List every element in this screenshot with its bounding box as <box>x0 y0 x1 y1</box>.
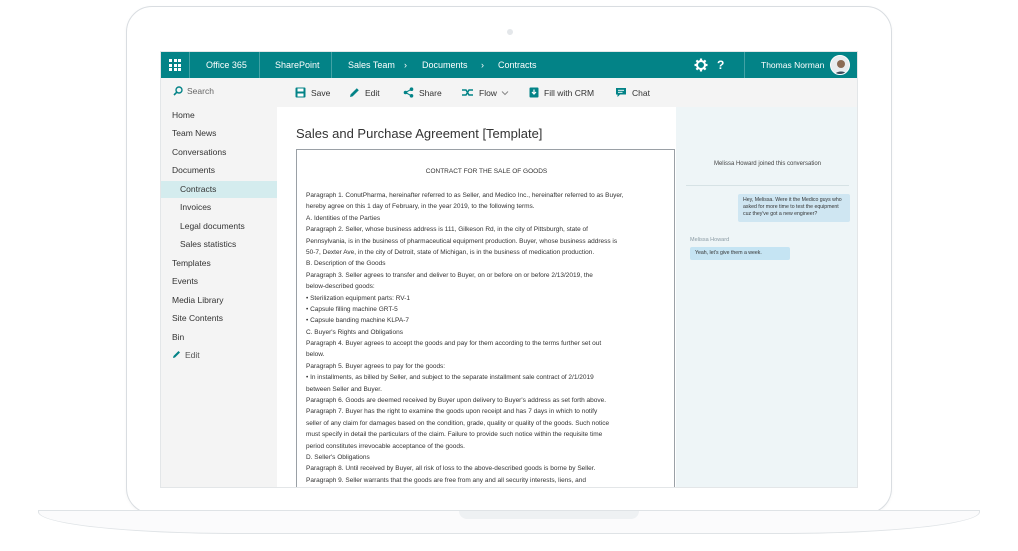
nav-item-bin[interactable]: Bin <box>172 332 185 342</box>
breadcrumb-sales-team[interactable]: Sales Team <box>348 60 395 70</box>
sharepoint-link[interactable]: SharePoint <box>275 60 320 70</box>
chat-divider <box>686 185 849 186</box>
left-navigation <box>161 78 277 488</box>
document-viewer[interactable] <box>296 149 675 488</box>
nav-item-home[interactable]: Home <box>172 110 195 120</box>
chat-sender-name: Melissa Howard <box>690 237 730 243</box>
nav-item-events[interactable]: Events <box>172 276 198 286</box>
laptop-base <box>38 510 980 534</box>
document-line: • Capsule filling machine GRT-5 <box>306 305 398 313</box>
nav-item-documents[interactable]: Documents <box>172 165 215 175</box>
document-line: A. Identities of the Parties <box>306 214 381 222</box>
chat-pane <box>676 107 858 488</box>
document-line: Paragraph 3. Seller agrees to transfer and deliver to Buyer, on or before on or before 2/13/2019, the <box>306 271 593 279</box>
nav-item-templates[interactable]: Templates <box>172 258 211 268</box>
laptop-notch <box>459 511 639 519</box>
document-line: below-described goods: <box>306 283 375 291</box>
search-icon <box>173 86 183 96</box>
document-line: Paragraph 9. Seller warrants that the goods are free from any and all security interests, liens, and <box>306 476 587 484</box>
document-line: Pennsylvania, is in the business of pharmaceutical equipment production. Buyer, whose business address is <box>306 237 618 245</box>
document-line: between Seller and Buyer. <box>306 385 382 393</box>
document-line: Paragraph 7. Buyer has the right to examine the goods upon receipt and has 7 days in which to notify <box>306 408 598 416</box>
pencil-icon <box>349 87 360 98</box>
command-bar <box>277 78 858 107</box>
suite-divider <box>744 52 745 78</box>
suite-bar <box>161 52 858 78</box>
document-line: • Sterilization equipment parts: RV-1 <box>306 294 411 302</box>
suite-divider <box>189 52 190 78</box>
document-line: • Capsule banding machine KLPA-7 <box>306 317 409 325</box>
share-label: Share <box>419 87 442 98</box>
nav-item-invoices[interactable]: Invoices <box>180 202 212 212</box>
user-name[interactable]: Thomas Norman <box>761 60 825 70</box>
document-line: Paragraph 8. Until received by Buyer, all risk of loss to the above-described goods is borne by Seller. <box>306 465 596 473</box>
gear-icon[interactable] <box>694 58 708 72</box>
avatar[interactable] <box>830 55 850 75</box>
flow-icon <box>462 87 474 98</box>
share-button[interactable] <box>403 78 442 107</box>
chat-button[interactable] <box>615 78 650 107</box>
document-body <box>306 190 668 486</box>
save-icon <box>295 87 306 98</box>
app-launcher-button[interactable] <box>161 52 189 78</box>
save-button[interactable] <box>295 78 330 107</box>
nav-item-sales-statistics[interactable]: Sales statistics <box>180 239 237 249</box>
document-line: B. Description of the Goods <box>306 260 386 268</box>
document-line: must specify in detail the particulars of the claim. Failure to provide such notice within the requisite time <box>306 431 603 439</box>
document-line: Paragraph 1. ConutPharma, hereinafter referred to as Seller, and Medico Inc., hereinafter referred to as Buyer, <box>306 192 624 199</box>
breadcrumb-chevron-icon: › <box>404 60 407 70</box>
suite-divider <box>259 52 260 78</box>
webcam-dot <box>507 29 513 35</box>
nav-edit-link[interactable] <box>172 347 200 364</box>
suite-divider <box>331 52 332 78</box>
document-line: seller of any claim for damages based on the condition, grade, quality or quality of the goods. Such notice <box>306 419 610 427</box>
nav-item-contracts[interactable]: Contracts <box>161 181 277 198</box>
document-line: Paragraph 2. Seller, whose business address is 111, Gilkeson Rd, in the city of Pittsburgh, state of <box>306 226 588 234</box>
waffle-icon <box>169 59 181 71</box>
document-heading: CONTRACT FOR THE SALE OF GOODS <box>425 168 548 175</box>
save-label: Save <box>311 87 331 98</box>
edit-button[interactable] <box>349 78 380 107</box>
chevron-down-icon <box>501 90 509 96</box>
breadcrumb-contracts[interactable]: Contracts <box>498 60 537 70</box>
chat-message-incoming: Yeah, let's give them a week. <box>690 247 790 260</box>
nav-edit-label: Edit <box>185 350 200 360</box>
nav-item-media-library[interactable]: Media Library <box>172 295 224 305</box>
help-button[interactable]: ? <box>717 58 725 72</box>
chat-joined-notice: Melissa Howard joined this conversation <box>713 161 822 167</box>
fill-with-crm-label: Fill with CRM <box>544 87 595 98</box>
page-title: Sales and Purchase Agreement [Template] <box>296 126 543 141</box>
document-line: below. <box>306 351 325 359</box>
nav-item-team-news[interactable]: Team News <box>172 128 217 138</box>
search-placeholder: Search <box>187 86 214 96</box>
chat-icon <box>615 87 627 98</box>
document-line: period constitutes irrevocable acceptance of the goods. <box>306 442 465 450</box>
download-icon <box>529 87 539 98</box>
breadcrumb-chevron-icon: › <box>481 60 484 70</box>
sharepoint-screen <box>160 51 858 488</box>
document-line: Paragraph 6. Goods are deemed received by Buyer upon delivery to Buyer's address as set forth above. <box>306 397 607 405</box>
office365-link[interactable]: Office 365 <box>206 60 247 70</box>
chat-message-outgoing: Hey, Melissa. Were it the Medico guys who asked for more time to test the equipment cuz they've got a new engineer? <box>738 194 850 222</box>
fill-with-crm-button[interactable] <box>529 78 594 107</box>
flow-label: Flow <box>479 87 497 98</box>
document-line: Paragraph 4. Buyer agrees to accept the goods and pay for them according to the terms further set out <box>306 340 602 348</box>
breadcrumb-documents[interactable]: Documents <box>422 60 468 70</box>
share-icon <box>403 87 414 98</box>
pencil-icon <box>172 350 181 359</box>
flow-button[interactable] <box>462 78 509 107</box>
document-line: • In installments, as billed by Seller, and subject to the separate installment sale contract of 2/1/2019 <box>306 374 594 382</box>
nav-item-site-contents[interactable]: Site Contents <box>172 313 224 323</box>
nav-item-legal-documents[interactable]: Legal documents <box>180 221 245 231</box>
document-line: D. Seller's Obligations <box>306 453 370 461</box>
edit-label: Edit <box>365 87 380 98</box>
document-line: C. Buyer's Rights and Obligations <box>306 328 403 336</box>
document-line: hereby agree on this 1 day of February, in the year 2019, to the following terms. <box>306 203 535 211</box>
nav-item-conversations[interactable]: Conversations <box>172 147 227 157</box>
document-line: Paragraph 5. Buyer agrees to pay for the goods: <box>306 362 446 370</box>
user-avatar-icon <box>831 56 850 75</box>
chat-label: Chat <box>632 87 650 98</box>
document-line: 50-7, Dexter Ave, in the city of Detroit, state of Michigan, is in the business of medication production. <box>306 248 595 256</box>
